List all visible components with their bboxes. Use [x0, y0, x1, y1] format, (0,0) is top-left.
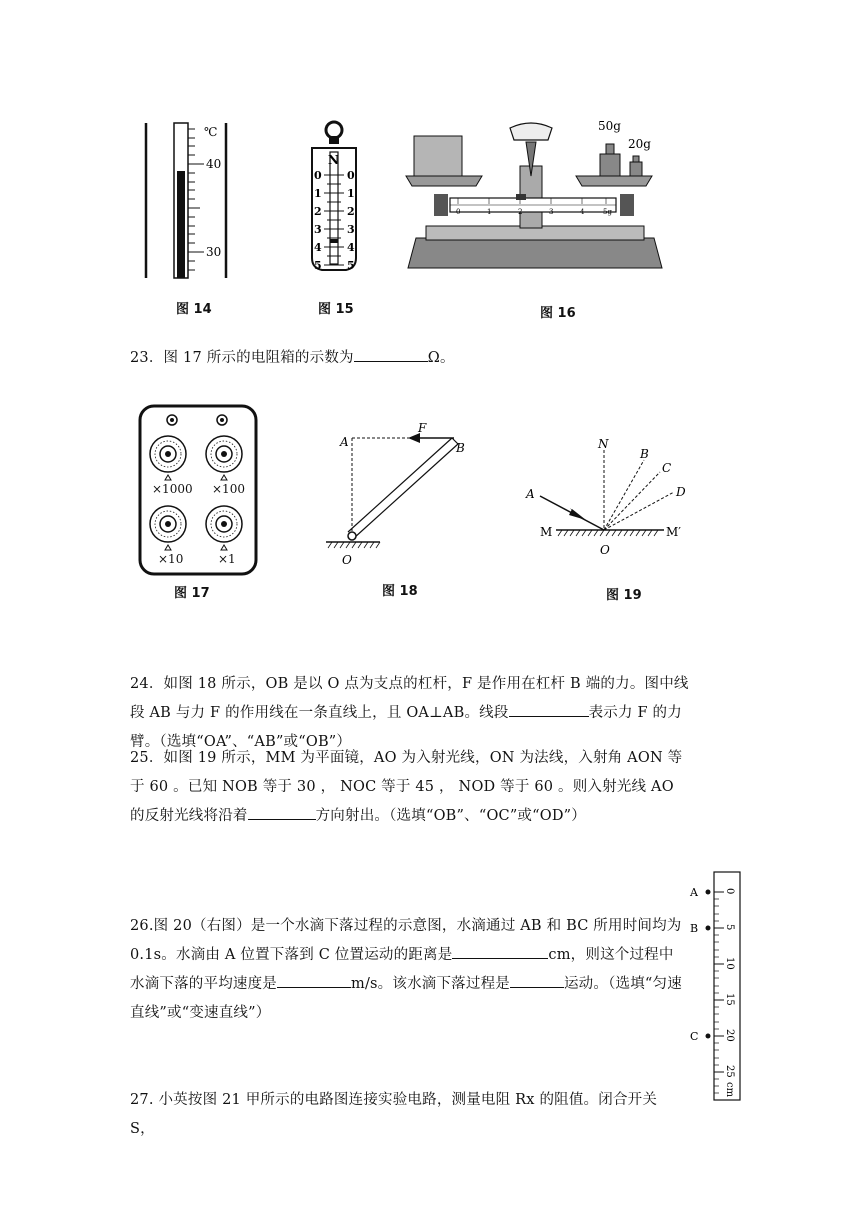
q24-text-1: 24．如图 18 所示，OB 是以 O 点为支点的杠杆，F 是作用在杠杆 B 端的力。图中线段 AB 与力 F 的作用线在一条直线上，且 OA⊥AB。线段 — [130, 676, 689, 721]
scale-right-0: 0 — [347, 169, 355, 182]
thermo-unit: ℃ — [204, 125, 218, 139]
scale-right-3: 3 — [347, 223, 355, 236]
drop-label-b: B — [690, 922, 699, 935]
dial-label-x100: ×100 — [212, 482, 245, 496]
lever-label-a: A — [340, 435, 349, 449]
scale-left-0: 0 — [314, 169, 322, 182]
figure-15 — [300, 118, 370, 318]
thermo-tick-30: 30 — [206, 245, 222, 259]
scale-left-4: 4 — [314, 241, 322, 254]
scale-right-1: 1 — [347, 187, 355, 200]
mirror-label-o: O — [600, 543, 610, 557]
figure-16 — [400, 118, 670, 328]
question-23 — [130, 344, 690, 373]
ruler-tick-5: 5 — [724, 924, 735, 931]
dial-label-x1000: ×1000 — [152, 482, 193, 496]
q27-text: 27. 小英按图 21 甲所示的电路图连接实验电路，测量电阻 Rx 的阻值。闭合开关 S， — [130, 1092, 658, 1137]
figure-15-caption: 图 15 — [318, 302, 354, 317]
lever-label-b: B — [456, 441, 465, 455]
drop-label-a: A — [690, 886, 698, 899]
figure-14 — [140, 118, 240, 318]
thermometer-drawing — [140, 118, 240, 288]
ruler-drawing — [680, 870, 746, 1106]
q26-distance-blank[interactable] — [452, 944, 548, 959]
rider-scale-2: 2 — [518, 208, 523, 216]
scale-left-3: 3 — [314, 223, 322, 236]
q24-text-2: 表示力 F 的力臂。（选填“OA”、“AB”或“OB”） — [130, 705, 682, 750]
balance-drawing — [400, 118, 670, 278]
thermo-tick-40: 40 — [206, 157, 222, 171]
spring-scale-drawing — [300, 118, 370, 278]
rider-scale-1: 1 — [487, 208, 492, 216]
question-26 — [130, 912, 685, 1028]
rider-scale-5: 5g — [603, 208, 612, 216]
figure-19-caption: 图 19 — [606, 588, 642, 603]
q23-answer-blank[interactable] — [354, 347, 428, 362]
rider-scale-4: 4 — [580, 208, 585, 216]
scale-left-1: 1 — [314, 187, 322, 200]
scale-right-4: 4 — [347, 241, 355, 254]
ruler-tick-0: 0 — [724, 888, 735, 895]
ruler-tick-15: 15 — [724, 993, 735, 1006]
lever-drawing — [318, 418, 478, 568]
q25-answer-blank[interactable] — [248, 805, 316, 820]
rider-scale-0: 0 — [456, 208, 461, 216]
q25-text-1: 25．如图 19 所示，MM 为平面镜，AO 为入射光线，ON 为法线，入射角 AON 等于 60 。已知 NOB 等于 30 ， NOC 等于 45 ， NOD 等于 60 。则入射光线 AO 的反射光线将沿着 — [130, 750, 683, 824]
figure-17 — [138, 404, 258, 604]
mirror-reflection-drawing — [520, 430, 700, 570]
question-27 — [130, 1086, 685, 1144]
mirror-label-m-prime: M′ — [666, 525, 682, 539]
ruler-unit-cm: cm — [724, 1082, 735, 1098]
mirror-label-m: M — [540, 525, 553, 539]
lever-label-f: F — [418, 421, 427, 435]
scale-right-2: 2 — [347, 205, 355, 218]
weight-20g-label: 20g — [628, 137, 651, 151]
ruler-tick-25: 25 — [724, 1065, 735, 1078]
figure-18 — [318, 418, 478, 608]
mirror-label-d: D — [676, 485, 686, 499]
mirror-label-n: N — [598, 437, 609, 451]
q23-text-2: Ω。 — [427, 350, 455, 366]
drop-label-c: C — [690, 1030, 699, 1043]
mirror-label-b: B — [640, 447, 649, 461]
weight-50g-label: 50g — [598, 119, 621, 133]
mirror-label-a: A — [526, 487, 535, 501]
dial-label-x10: ×10 — [158, 552, 184, 566]
figure-16-caption: 图 16 — [540, 306, 576, 321]
scale-left-2: 2 — [314, 205, 322, 218]
figure-20 — [680, 870, 746, 1106]
scale-right-5: 5 — [347, 259, 355, 272]
question-25 — [130, 744, 690, 831]
q25-text-2: 方向射出。（选填“OB”、“OC”或“OD”） — [315, 808, 586, 824]
figure-19 — [520, 430, 700, 610]
figure-17-caption: 图 17 — [174, 586, 210, 601]
figure-14-caption: 图 14 — [176, 302, 212, 317]
q26-text-2: cm，则这个过程中水滴下落的平均速度是 — [130, 947, 674, 992]
ruler-tick-10: 10 — [724, 957, 735, 970]
lever-label-o: O — [342, 553, 352, 567]
q26-text-3: m/s。该水滴下落过程是 — [351, 976, 510, 992]
scale-top-label: N — [328, 153, 339, 167]
q26-text-4: 运动。（选填“匀速直线”或“变速直线”） — [130, 976, 682, 1021]
rider-scale-3: 3 — [549, 208, 554, 216]
mirror-label-c: C — [662, 461, 672, 475]
scale-left-5: 5 — [314, 259, 322, 272]
figure-18-caption: 图 18 — [382, 584, 418, 599]
q24-answer-blank[interactable] — [509, 702, 589, 717]
q23-text-1: 23．图 17 所示的电阻箱的示数为 — [130, 350, 354, 366]
dial-label-x1: ×1 — [218, 552, 236, 566]
q26-motion-blank[interactable] — [510, 973, 564, 988]
q26-text-1: 26.图 20（右图）是一个水滴下落过程的示意图，水滴通过 AB 和 BC 所用时间均为 0.1s。水滴由 A 位置下落到 C 位置运动的距离是 — [130, 918, 682, 963]
ruler-tick-20: 20 — [724, 1029, 735, 1042]
q26-speed-blank[interactable] — [277, 973, 351, 988]
